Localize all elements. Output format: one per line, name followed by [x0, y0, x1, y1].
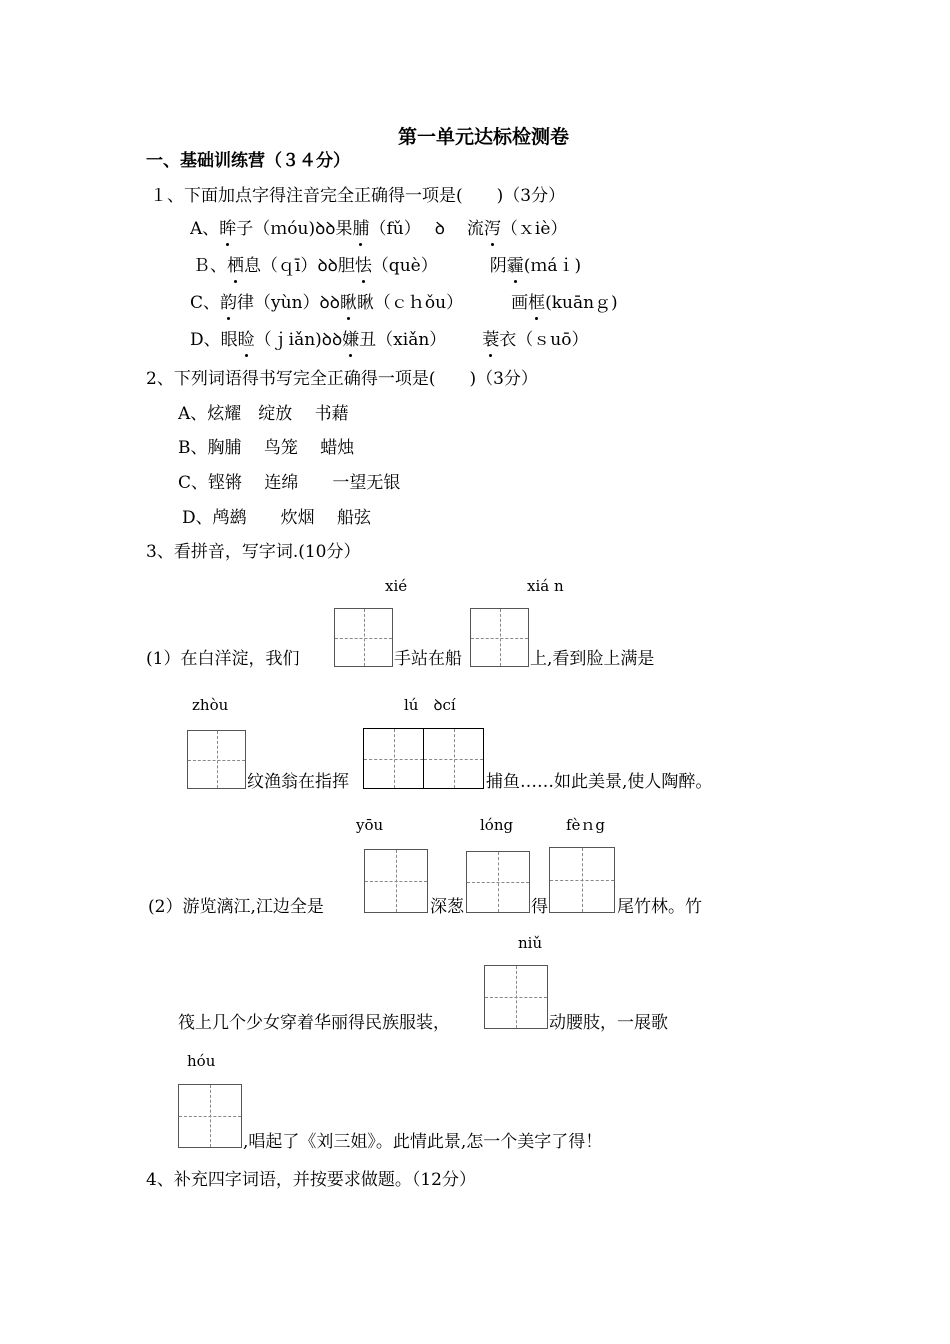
pinyin-niu: niǔ	[518, 934, 543, 952]
q3-p2-text-6: 动腰肢，一展歌	[549, 1013, 668, 1033]
writing-box-zhou[interactable]	[187, 730, 246, 789]
pinyin-xian: xiá n	[527, 577, 564, 595]
question-4-stem: 4、补充四字词语，并按要求做题。（12分）	[146, 1170, 476, 1190]
q3-p2-text-3: 得	[531, 897, 548, 917]
writing-box-long[interactable]	[466, 851, 530, 913]
pinyin-zhou: zhòu	[192, 696, 229, 714]
pinyin-feng: fèｎg	[566, 816, 606, 834]
writing-box-niu[interactable]	[484, 965, 548, 1029]
q3-p2-text-1: (2）游览漓江,江边全是	[148, 897, 324, 917]
page-title: 第一单元达标检测卷	[398, 126, 570, 148]
pinyin-xie: xié	[385, 577, 408, 595]
q2-option-c: C、铿锵 连绵 一望无银	[178, 473, 401, 493]
writing-box-xian[interactable]	[470, 608, 529, 667]
q3-p2-text-5: 筏上几个少女穿着华丽得民族服装，	[178, 1013, 450, 1033]
q2-option-d: D、鸬鹚 炊烟 船弦	[182, 508, 372, 528]
question-2-stem: 2、下列词语得书写完全正确得一项是( )（3分）	[146, 369, 538, 389]
pinyin-hou: hóu	[187, 1052, 216, 1070]
q2-option-b: B、胸脯 鸟笼 蜡烛	[178, 438, 355, 458]
pinyin-long: lóng	[480, 816, 514, 834]
q3-p2-text-4: 尾竹林。竹	[617, 897, 702, 917]
writing-box-ci[interactable]	[423, 728, 484, 789]
writing-box-feng[interactable]	[549, 847, 615, 913]
pinyin-luci: lú ꝺcí	[404, 696, 456, 714]
q1-option-b: Ｂ、栖息（ｑī）ꝺꝺ胆怯（què） 阴霾(ｍáｉ)	[193, 256, 582, 276]
writing-box-lu[interactable]	[363, 728, 424, 789]
q1-option-d: D、眼睑（ｊiǎn)ꝺꝺ嫌丑（xiǎn） 蓑衣（ｓuō）	[190, 330, 589, 350]
q2-option-a: A、炫耀 绽放 书藉	[178, 404, 349, 424]
q3-p1-text-4: 纹渔翁在指挥	[247, 772, 349, 792]
q1-option-c: C、韵律（yùn）ꝺꝺ瞅瞅（ｃｈǒu） 画框(kuānｇ)	[190, 293, 618, 313]
q3-p1-text-5: 捕鱼……如此美景,使人陶醉。	[486, 772, 713, 792]
q3-p2-text-2: 深葱	[430, 897, 464, 917]
q3-p1-text-1: (1）在白洋淀，我们	[146, 649, 300, 669]
writing-box-hou[interactable]	[178, 1084, 242, 1148]
q3-p1-text-2: 手站在船	[394, 649, 462, 669]
pinyin-you: yōu	[356, 816, 384, 834]
section-heading: 一、基础训练营（３４分）	[146, 151, 350, 171]
q3-p1-text-3: 上,看到脸上满是	[530, 649, 655, 669]
writing-box-xie[interactable]	[334, 608, 393, 667]
question-3-stem: 3、看拼音，写字词.(10分）	[146, 542, 361, 562]
q1-option-a: A、眸子（ｍóu)ꝺꝺ果脯（fǔ） ꝺ 流泻（ｘiè）	[190, 219, 568, 239]
writing-box-you[interactable]	[364, 849, 428, 913]
q3-p2-text-7: ,唱起了《刘三姐》。此情此景,怎一个美字了得！	[243, 1132, 603, 1152]
question-1-stem: １、下面加点字得注音完全正确得一项是( )（3分）	[150, 186, 566, 206]
